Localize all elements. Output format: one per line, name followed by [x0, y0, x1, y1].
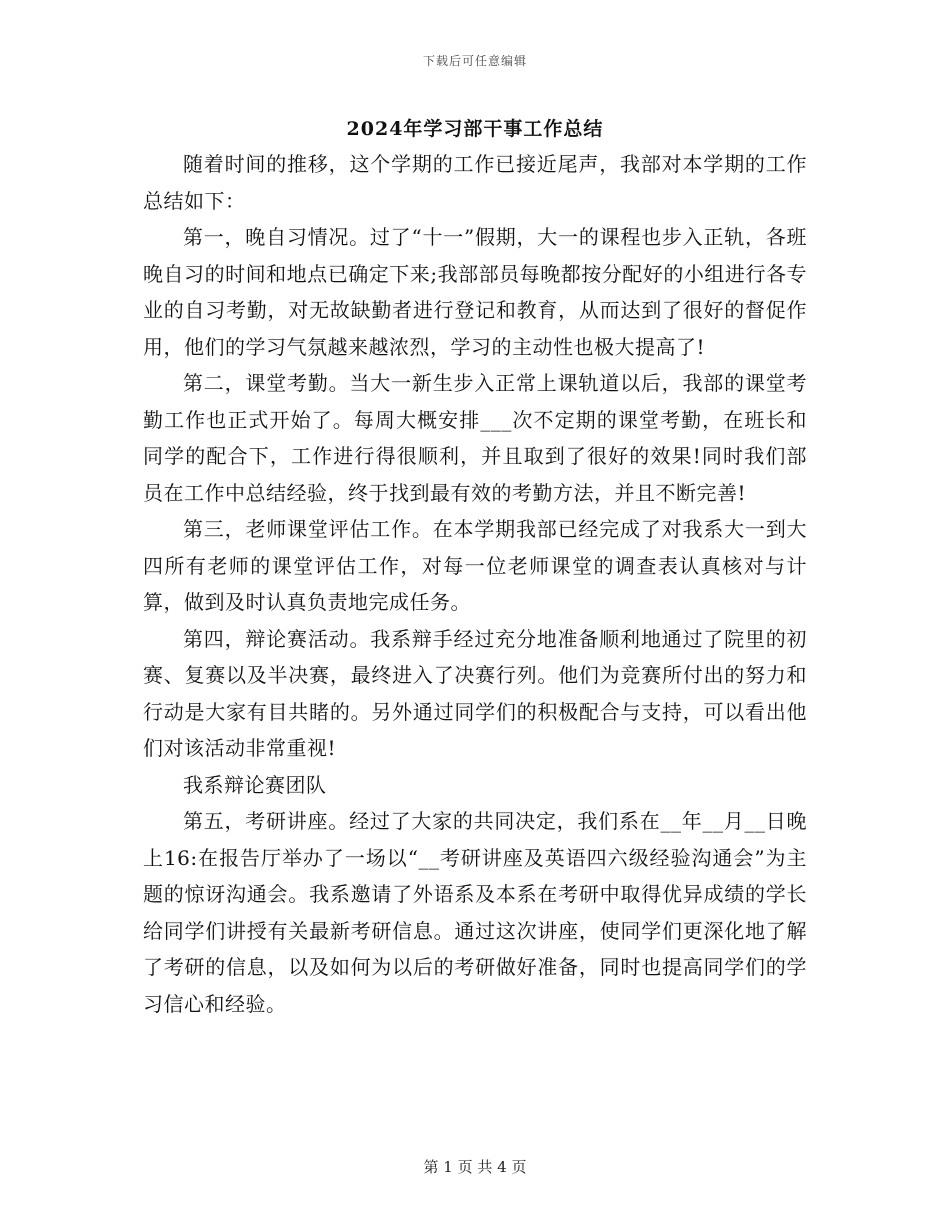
paragraph-debate: 第四，辩论赛活动。我系辩手经过充分地准备顺利地通过了院里的初赛、复赛以及半决赛，最终进入了决赛行列。他们为竞赛所付出的努力和行动是大家有目共睹的。另外通过同学们的积极配合与支持，可以看出他们对该活动非常重视!	[143, 626, 807, 760]
paragraph-teacher-evaluation: 第三，老师课堂评估工作。在本学期我部已经完成了对我系大一到大四所有老师的课堂评估工作，对每一位老师课堂的调查表认真核对与计算，做到及时认真负责地完成任务。	[143, 517, 807, 614]
document-title: 2024年学习部干事工作总结	[346, 118, 604, 140]
paragraph-class-attendance: 第二，课堂考勤。当大一新生步入正常上课轨道以后，我部的课堂考勤工作也正式开始了。每周大概安排___次不定期的课堂考勤，在班长和同学的配合下，工作进行得很顺利，并且取到了很好的效果!同时我们部员在工作中总结经验，终于找到最有效的考勤方法，并且不断完善!	[143, 371, 807, 505]
paragraph-debate-team: 我系辩论赛团队	[183, 772, 327, 797]
document-body	[143, 146, 807, 1022]
paragraph-intro: 随着时间的推移，这个学期的工作已接近尾声，我部对本学期的工作总结如下：	[143, 152, 807, 213]
page-header-note: 下载后可任意编辑	[422, 54, 527, 68]
paragraph-evening-study: 第一，晚自习情况。过了“十一”假期，大一的课程也步入正轨，各班晚自习的时间和地点已确定下来;我部部员每晚都按分配好的小组进行各专业的自习考勤，对无故缺勤者进行登记和教育，从而达到了很好的督促作用，他们的学习气氛越来越浓烈，学习的主动性也极大提高了!	[143, 225, 807, 359]
paragraph-postgrad-lecture: 第五，考研讲座。经过了大家的共同决定，我们系在__年__月__日晚上16:在报告厅举办了一场以“__考研讲座及英语四六级经验沟通会”为主题的惊讶沟通会。我系邀请了外语系及本系在考研中取得优异成绩的学长给同学们讲授有关最新考研信息。通过这次讲座，使同学们更深化地了解了考研的信息，以及如何为以后的考研做好准备，同时也提高同学们的学习信心和经验。	[143, 809, 807, 1016]
page-number: 第 1 页 共 4 页	[423, 1158, 527, 1176]
